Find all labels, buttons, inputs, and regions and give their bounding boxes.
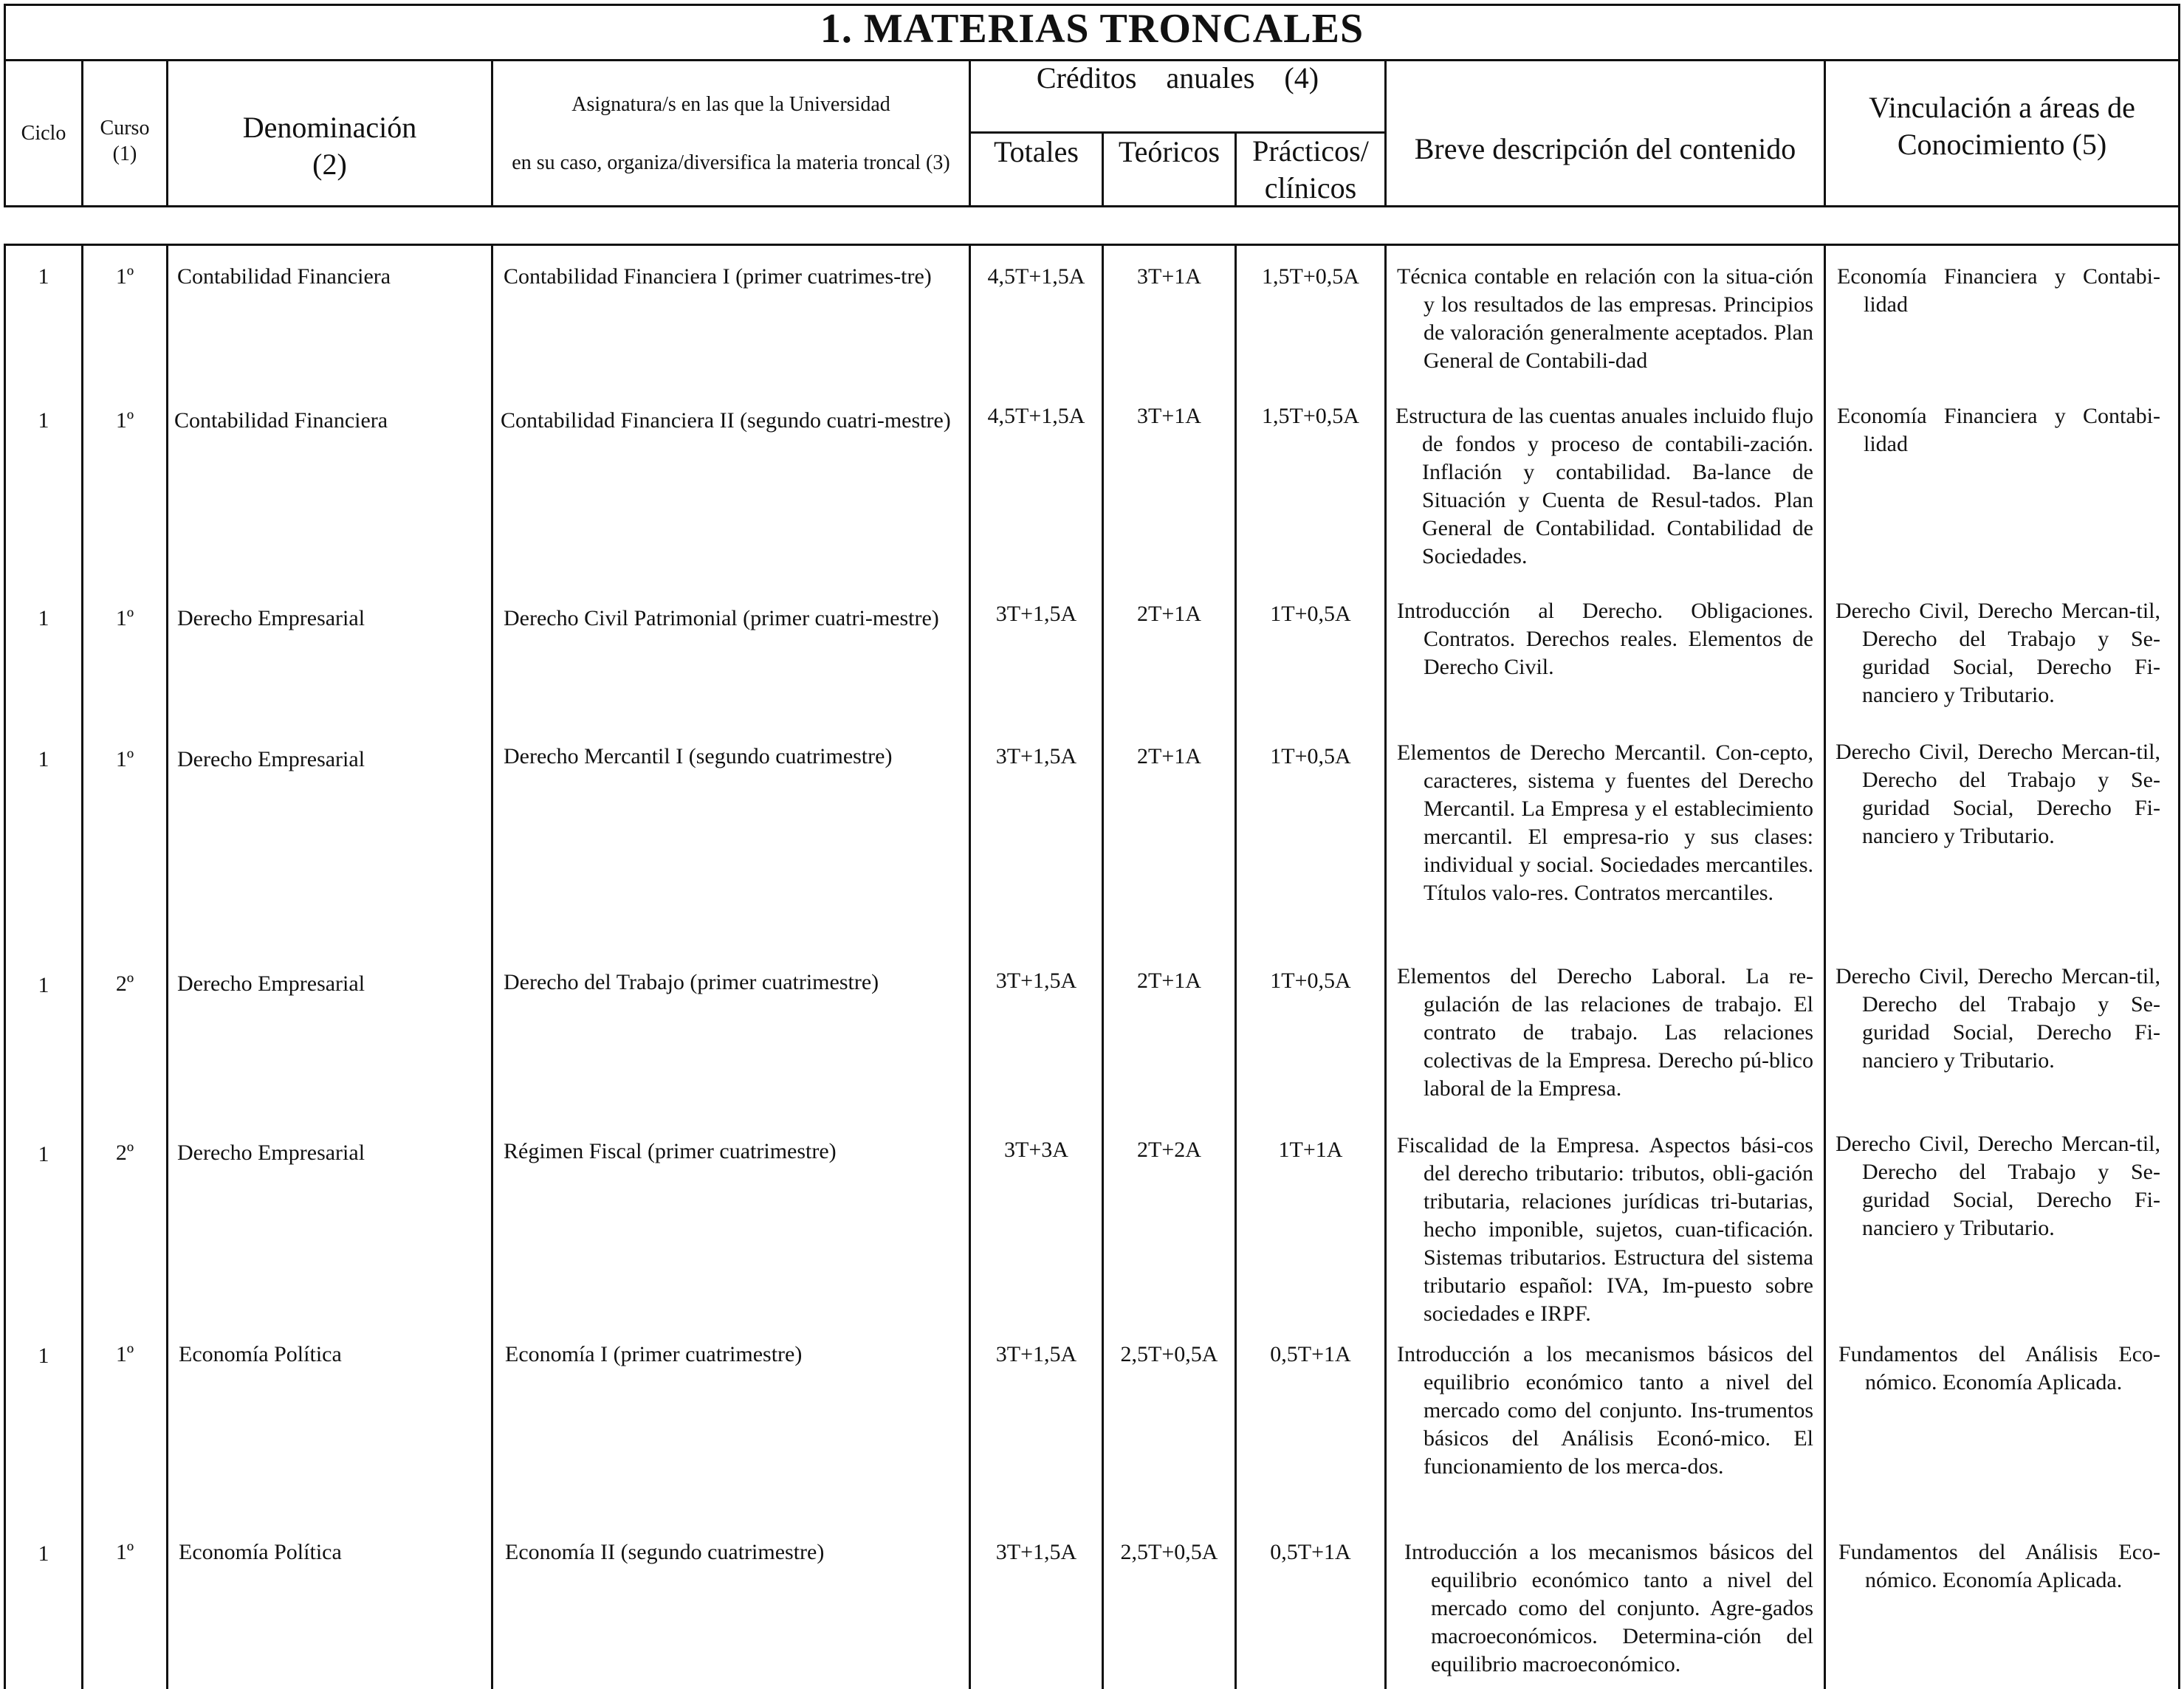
row-denominacion: Contabilidad Financiera xyxy=(177,264,391,289)
row-descripcion: Introducción al Derecho. Obligaciones. Contratos. Derechos reales. Elementos de Derecho Civil. xyxy=(1397,599,1813,679)
row-ciclo: 1 xyxy=(38,1344,49,1368)
body-col-sep xyxy=(81,244,83,1689)
row-practicos: 1,5T+0,5A xyxy=(1262,404,1359,428)
row-curso: 1º xyxy=(115,264,134,289)
row-teoricos: 2,5T+0,5A xyxy=(1120,1342,1218,1366)
header-descripcion: Breve descripción del contenido xyxy=(1414,131,1796,165)
row-vinculacion: Fundamentos del Análisis Eco-nómico. Economía Aplicada. xyxy=(1838,1342,2160,1394)
row-teoricos: 2T+2A xyxy=(1137,1138,1201,1162)
body-top-line xyxy=(4,244,2180,246)
row-ciclo: 1 xyxy=(38,747,49,771)
row-practicos: 1T+0,5A xyxy=(1270,969,1351,993)
row-vinculacion: Fundamentos del Análisis Eco-nómico. Economía Aplicada. xyxy=(1838,1540,2160,1592)
row-ciclo: 1 xyxy=(38,606,49,630)
row-descripcion: Fiscalidad de la Empresa. Aspectos bási-cos del derecho tributario: tributos, obli-gación tributaria, relaciones jurídicas tri-butarias, hecho imponible, sujetos, cuan-tificación. Sistemas tributarios. Estructura del sistema tributario español: IVA, Im-puesto sobre sociedades e IRPF. xyxy=(1397,1133,1813,1326)
row-vinculacion: Derecho Civil, Derecho Mercan-til, Derecho del Trabajo y Se-guridad Social, Derecho Fi-nanciero y Tributario. xyxy=(1836,1132,2160,1240)
row-practicos: 1T+0,5A xyxy=(1270,602,1351,626)
row-ciclo: 1 xyxy=(38,1142,49,1166)
body-col-sep xyxy=(491,244,493,1689)
row-totales: 3T+1,5A xyxy=(995,1342,1077,1366)
page-title: 1. MATERIAS TRONCALES xyxy=(820,6,1364,52)
body-col-sep xyxy=(1102,244,1104,1689)
row-ciclo: 1 xyxy=(38,408,49,433)
row-teoricos: 2T+1A xyxy=(1137,969,1201,993)
row-curso: 1º xyxy=(115,408,134,433)
row-practicos: 0,5T+1A xyxy=(1270,1540,1351,1564)
row-totales: 3T+3A xyxy=(1004,1138,1068,1162)
header-asignatura-line2: en su caso, organiza/diversifica la materia troncal (3) xyxy=(512,151,950,174)
row-teoricos: 2T+1A xyxy=(1137,602,1201,626)
row-asignatura: Derecho del Trabajo (primer cuatrimestre) xyxy=(504,970,879,994)
row-curso: 1º xyxy=(115,1342,134,1366)
row-practicos: 1T+1A xyxy=(1278,1138,1343,1162)
row-denominacion: Derecho Empresarial xyxy=(177,1141,365,1165)
row-vinculacion: Derecho Civil, Derecho Mercan-til, Derecho del Trabajo y Se-guridad Social, Derecho Fi-nanciero y Tributario. xyxy=(1836,964,2160,1073)
row-asignatura: Derecho Mercantil I (segundo cuatrimestre) xyxy=(504,744,893,768)
frame-right-line xyxy=(2178,4,2180,1689)
row-descripcion: Introducción a los mecanismos básicos del equilibrio económico tanto a nivel del mercado como del conjunto. Agre-gados macroeconómicos. Determina-ción del equilibrio macroeconómico. xyxy=(1404,1540,1813,1676)
row-asignatura: Economía II (segundo cuatrimestre) xyxy=(505,1540,825,1564)
body-col-sep xyxy=(1234,244,1237,1689)
header-asignatura xyxy=(493,61,969,205)
row-vinculacion: Derecho Civil, Derecho Mercan-til, Derecho del Trabajo y Se-guridad Social, Derecho Fi-nanciero y Tributario. xyxy=(1836,740,2160,848)
row-totales: 3T+1,5A xyxy=(995,602,1077,626)
header-asignatura-line1: Asignatura/s en las que la Universidad xyxy=(571,92,890,116)
row-asignatura: Contabilidad Financiera II (segundo cuatri-mestre) xyxy=(501,408,951,433)
header-ciclo: Ciclo xyxy=(21,122,66,145)
row-denominacion: Derecho Empresarial xyxy=(177,606,365,630)
header-practicos: Prácticos/ clínicos xyxy=(1252,134,1369,204)
row-totales: 3T+1,5A xyxy=(995,969,1077,993)
row-curso: 1º xyxy=(115,1540,134,1564)
row-denominacion: Economía Política xyxy=(179,1342,342,1366)
row-curso: 2º xyxy=(115,971,134,996)
row-practicos: 1,5T+0,5A xyxy=(1262,264,1359,289)
body-col-sep xyxy=(969,244,971,1689)
header-totales: Totales xyxy=(994,135,1079,168)
body-col-sep xyxy=(1384,244,1387,1689)
body-col-sep xyxy=(1824,244,1826,1689)
row-curso: 2º xyxy=(115,1141,134,1165)
header-curso: Curso (1) xyxy=(100,116,150,165)
row-vinculacion: Derecho Civil, Derecho Mercan-til, Derecho del Trabajo y Se-guridad Social, Derecho Fi-nanciero y Tributario. xyxy=(1836,599,2160,707)
row-denominacion: Economía Política xyxy=(179,1540,342,1564)
row-descripcion: Introducción a los mecanismos básicos del equilibrio económico tanto a nivel del mercado como del conjunto. Ins-trumentos básicos del Análisis Econó-mico. El funcionamiento de los merca-dos. xyxy=(1397,1342,1813,1479)
row-totales: 4,5T+1,5A xyxy=(987,404,1085,428)
row-asignatura: Contabilidad Financiera I (primer cuatrimes-tre) xyxy=(504,264,932,289)
row-totales: 3T+1,5A xyxy=(995,1540,1077,1564)
row-denominacion: Derecho Empresarial xyxy=(177,971,365,996)
row-curso: 1º xyxy=(115,747,134,771)
row-asignatura: Derecho Civil Patrimonial (primer cuatri-mestre) xyxy=(504,606,939,630)
row-teoricos: 3T+1A xyxy=(1137,264,1201,289)
row-ciclo: 1 xyxy=(38,973,49,997)
row-descripcion: Elementos de Derecho Mercantil. Con-cepto, caracteres, sistema y fuentes del Derecho Mercantil. La Empresa y el establecimiento mercantil. El empresa-rio y sus clases: individual y social. Sociedades mercantiles. Títulos valo-res. Contratos mercantiles. xyxy=(1397,740,1813,905)
body-frame-left-line xyxy=(4,244,6,1689)
row-ciclo: 1 xyxy=(38,264,49,289)
row-vinculacion: Economía Financiera y Contabi-lidad xyxy=(1837,264,2160,317)
row-asignatura: Economía I (primer cuatrimestre) xyxy=(505,1342,803,1366)
row-practicos: 0,5T+1A xyxy=(1270,1342,1351,1366)
row-asignatura: Régimen Fiscal (primer cuatrimestre) xyxy=(504,1139,837,1163)
row-teoricos: 2T+1A xyxy=(1137,744,1201,768)
row-totales: 4,5T+1,5A xyxy=(987,264,1085,289)
header-teoricos: Teóricos xyxy=(1118,135,1220,168)
row-denominacion: Contabilidad Financiera xyxy=(174,408,388,433)
row-totales: 3T+1,5A xyxy=(995,744,1077,768)
row-descripcion: Técnica contable en relación con la situa-ción y los resultados de las empresas. Principios de valoración generalmente aceptados. Plan General de Contabili-dad xyxy=(1397,264,1813,373)
row-denominacion: Derecho Empresarial xyxy=(177,747,365,771)
row-descripcion: Estructura de las cuentas anuales incluido flujo de fondos y proceso de contabili-zación. Inflación y contabilidad. Ba-lance de Situación y Cuenta de Resul-tados. Plan General de Contabilidad. Contabilidad de Sociedades. xyxy=(1395,404,1813,568)
row-practicos: 1T+0,5A xyxy=(1270,744,1351,768)
row-curso: 1º xyxy=(115,606,134,630)
row-descripcion: Elementos del Derecho Laboral. La re-gulación de las relaciones de trabajo. El contrato de trabajo. Las relaciones colectivas de la Empresa. Derecho pú-blico laboral de la Empresa. xyxy=(1397,964,1813,1101)
row-teoricos: 2,5T+0,5A xyxy=(1120,1540,1218,1564)
header-creditos-anuales: Créditos anuales (4) xyxy=(1036,61,1319,94)
row-teoricos: 3T+1A xyxy=(1137,404,1201,428)
header-bottom-line xyxy=(4,205,2180,207)
body-col-sep xyxy=(166,244,168,1689)
row-ciclo: 1 xyxy=(38,1541,49,1566)
header-vinculacion: Vinculación a áreas de Conocimiento (5) xyxy=(1869,90,2135,161)
row-vinculacion: Economía Financiera y Contabi-lidad xyxy=(1837,404,2160,456)
header-denominacion: Denominación (2) xyxy=(242,110,417,181)
